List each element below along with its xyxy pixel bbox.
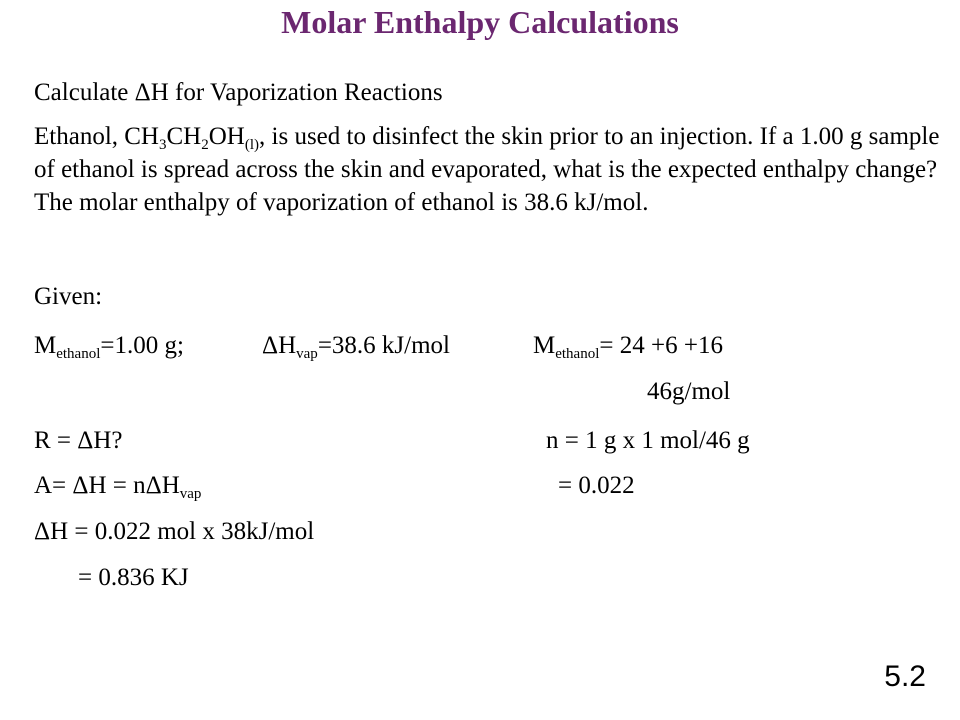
problem-text-4: , is used to disinfect the skin prior to an injection. If a 1.00 g sample of ethanol is spread across the skin and evaporated, what is the expected enthalpy change? The molar enthalpy of vaporization of ethanol is 38.6 kJ/mol.	[34, 123, 940, 216]
given-mass	[34, 329, 184, 362]
molar-mass-result: 46g/mol	[647, 378, 731, 405]
enthalpy-calculation: ΔH = 0.022 mol x 38kJ/mol	[34, 518, 315, 545]
analysis-subscript: vap	[179, 486, 202, 502]
problem-text-1: Ethanol, CH	[34, 123, 159, 150]
problem-sub-1: 3	[159, 137, 167, 153]
moles-calculation: n = 1 g x 1 mol/46 g	[546, 427, 750, 454]
problem-sub-2: 2	[201, 137, 209, 153]
page-number: 5.2	[884, 660, 926, 693]
required-line: R = ΔH?	[34, 427, 123, 454]
problem-text-3: OH	[208, 123, 245, 150]
analysis-text: A= ΔH = nΔH	[34, 472, 180, 499]
slide-title: Molar Enthalpy Calculations	[281, 4, 679, 40]
analysis-line	[34, 469, 201, 502]
problem-text-2: CH	[166, 123, 202, 150]
enthalpy-result: = 0.836 KJ	[78, 564, 189, 591]
given-label: Given:	[34, 283, 103, 310]
molar-mass-sum: = 24 +6 +16	[599, 332, 723, 359]
enthalpy-subscript: vap	[296, 346, 318, 362]
given-molar-mass	[533, 329, 723, 362]
problem-sub-3: (l)	[244, 137, 260, 153]
given-enthalpy	[262, 329, 450, 362]
enthalpy-value: =38.6 kJ/mol	[317, 332, 450, 359]
heading: Calculate ΔH for Vaporization Reactions	[34, 79, 443, 106]
molar-mass-symbol: M	[533, 332, 556, 359]
mass-symbol: M	[34, 332, 57, 359]
problem-statement	[34, 120, 944, 219]
mass-subscript: ethanol	[56, 346, 101, 362]
enthalpy-symbol: ΔH	[262, 332, 297, 359]
molar-mass-subscript: ethanol	[555, 346, 600, 362]
mass-value: =1.00 g;	[100, 332, 184, 359]
moles-result: = 0.022	[558, 472, 635, 499]
